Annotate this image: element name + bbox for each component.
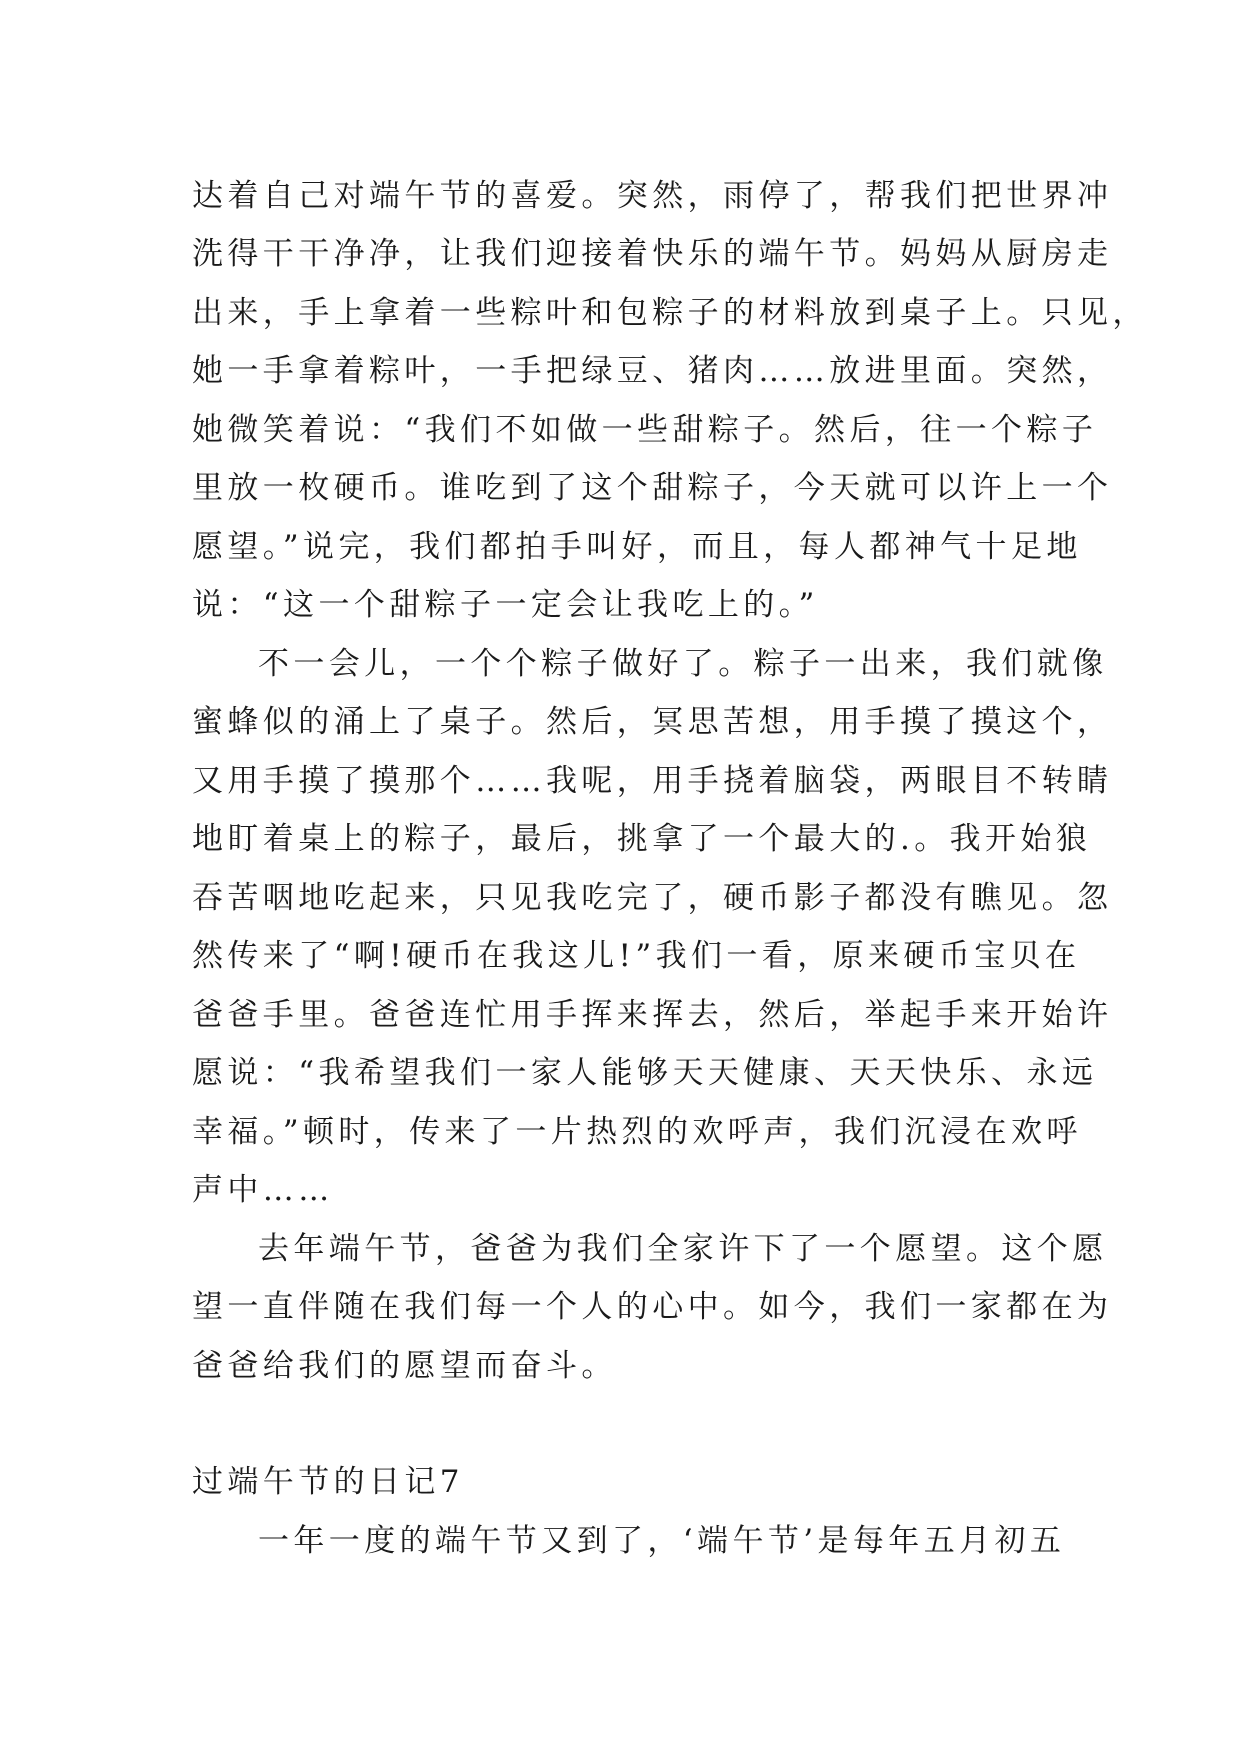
paragraph-line: 然传来了“啊!硬币在我这儿!”我们一看，原来硬币宝贝在 [192, 938, 1081, 974]
paragraph-line: 爸爸给我们的愿望而奋斗。 [192, 1348, 617, 1384]
paragraph-line: 她微笑着说：“我们不如做一些甜粽子。然后，往一个粽子 [192, 412, 1098, 448]
paragraph-line: 地盯着桌上的粽子，最后，挑拿了一个最大的.。我开始狼 [192, 821, 1092, 857]
paragraph-line: 她一手拿着粽叶，一手把绿豆、猪肉……放进里面。突然， [192, 353, 1113, 389]
paragraph-line: 里放一枚硬币。谁吃到了这个甜粽子，今天就可以许上一个 [192, 470, 1113, 506]
paragraph-line: 说：“这一个甜粽子一定会让我吃上的。” [192, 587, 819, 623]
section-title: 过端午节的日记7 [192, 1464, 464, 1500]
paragraph-line: 声中…… [192, 1172, 334, 1208]
paragraph-line: 蜜蜂似的涌上了桌子。然后，冥思苦想，用手摸了摸这个， [192, 704, 1113, 740]
paragraph-line: 不一会儿，一个个粽子做好了。粽子一出来，我们就像 [258, 646, 1108, 682]
paragraph-line: 一年一度的端午节又到了，‘端午节’是每年五月初五 [258, 1523, 1066, 1559]
paragraph-line: 幸福。”顿时，传来了一片热烈的欢呼声，我们沉浸在欢呼 [192, 1114, 1082, 1150]
paragraph-line: 愿望。”说完，我们都拍手叫好，而且，每人都神气十足地 [192, 529, 1082, 565]
paragraph-line: 愿说：“我希望我们一家人能够天天健康、天天快乐、永远 [192, 1055, 1098, 1091]
paragraph-line: 又用手摸了摸那个……我呢，用手挠着脑袋，两眼目不转睛 [192, 763, 1113, 799]
paragraph-line: 达着自己对端午节的喜爱。突然，雨停了，帮我们把世界冲 [192, 178, 1113, 214]
paragraph-line: 望一直伴随在我们每一个人的心中。如今，我们一家都在为 [192, 1289, 1113, 1325]
paragraph-line: 洗得干干净净，让我们迎接着快乐的端午节。妈妈从厨房走 [192, 236, 1113, 272]
paragraph-line: 去年端午节，爸爸为我们全家许下了一个愿望。这个愿 [258, 1231, 1108, 1267]
paragraph-line: 出来，手上拿着一些粽叶和包粽子的材料放到桌子上。只见， [192, 295, 1148, 331]
paragraph-line: 爸爸手里。爸爸连忙用手挥来挥去，然后，举起手来开始许 [192, 997, 1113, 1033]
paragraph-line: 吞苦咽地吃起来，只见我吃完了，硬币影子都没有瞧见。忽 [192, 880, 1113, 916]
